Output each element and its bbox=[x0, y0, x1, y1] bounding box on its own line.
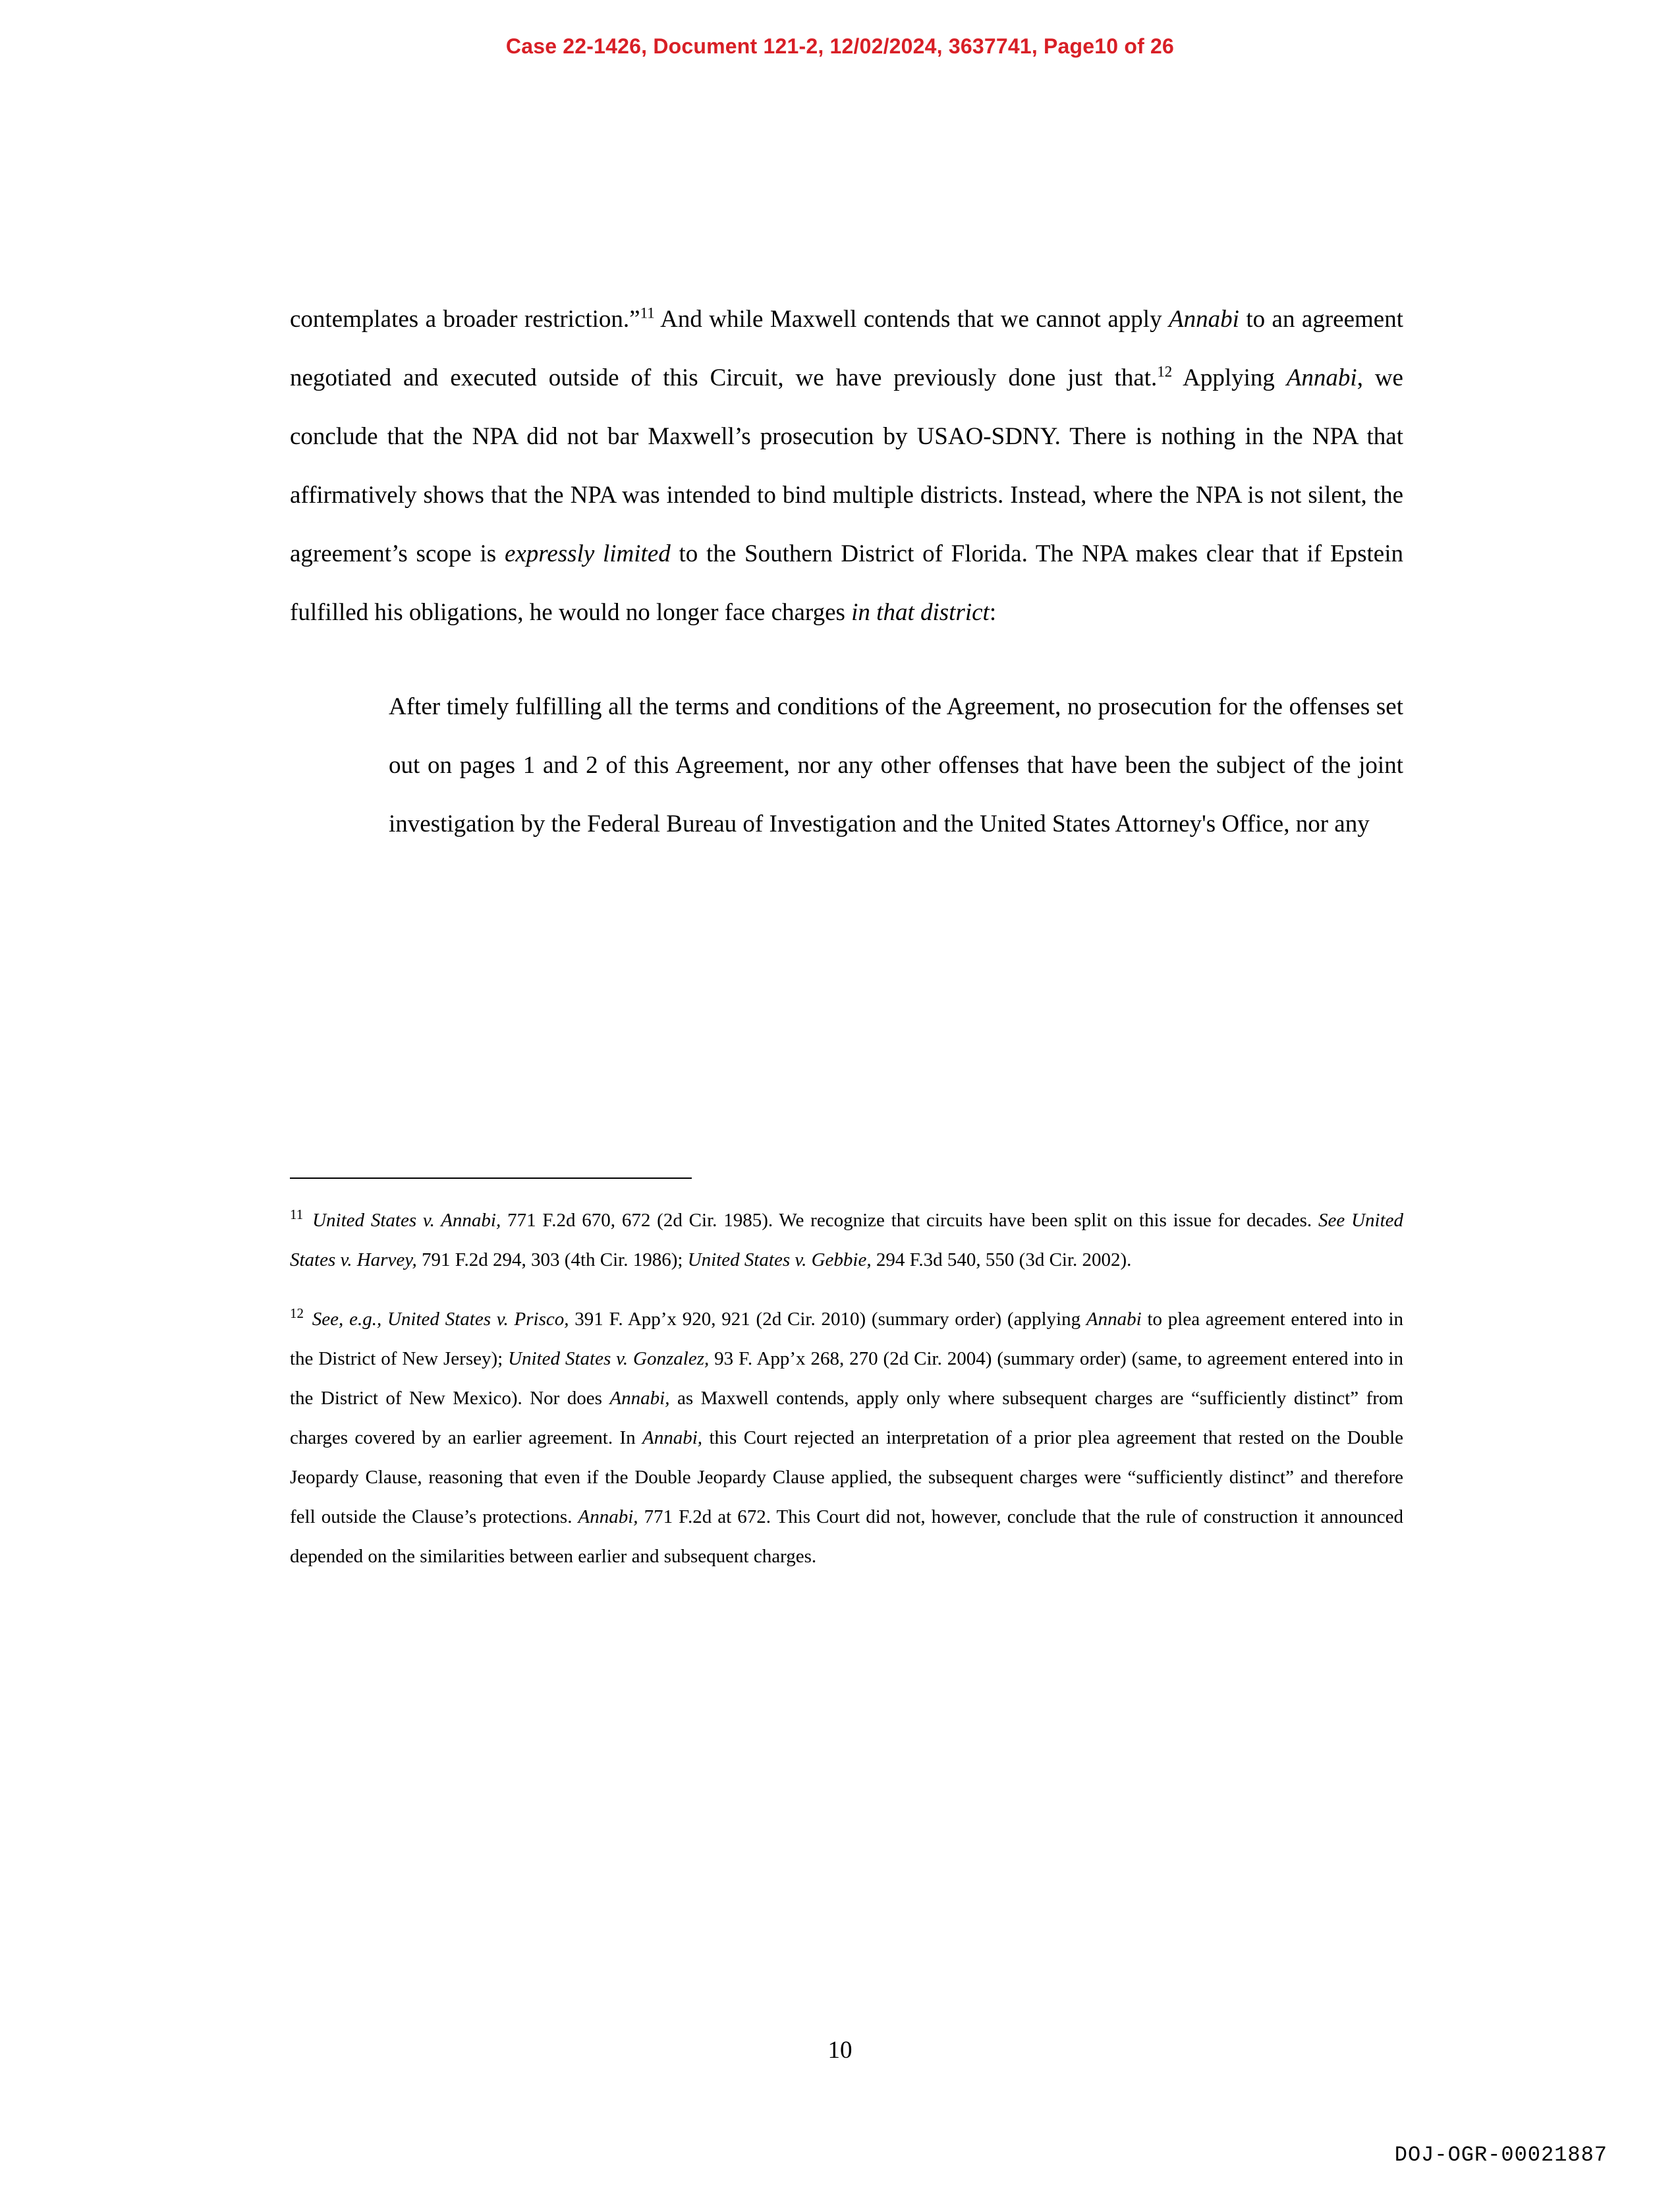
footnote-11-em-3: United States v. Gebbie, bbox=[687, 1249, 872, 1270]
footnote-12-mark: 12 bbox=[290, 1305, 304, 1322]
footnote-12-seg-5: as Maxwell contends, apply only where subsequent charges are “sufficiently distinct” from charges covered by an earlier agreement. In bbox=[290, 1388, 1403, 1448]
footnote-11-mark: 11 bbox=[290, 1206, 304, 1223]
par-seg-7: : bbox=[989, 599, 997, 626]
footnote-ref-11[interactable]: 11 bbox=[640, 304, 655, 322]
par-seg-2: And while Maxwell contends that we cannot apply bbox=[654, 306, 1169, 333]
footnote-12-seg-3: to plea agreement entered into in the District of New Jersey); bbox=[290, 1309, 1404, 1369]
par-seg-1: contemplates a broader restriction.” bbox=[290, 306, 640, 333]
par-em-1: Annabi bbox=[1169, 306, 1239, 333]
par-em-2: Annabi bbox=[1286, 364, 1357, 391]
par-seg-4: Applying bbox=[1172, 364, 1287, 391]
footnote-12-em-1: See, e.g., United States v. Prisco, bbox=[312, 1309, 569, 1330]
footnote-11-seg-2: 771 F.2d 670, 672 (2d Cir. 1985). We recognize that circuits have been split on this issue for decades. bbox=[501, 1210, 1319, 1231]
footnote-11-seg-3: 791 F.2d 294, 303 (4th Cir. 1986); bbox=[416, 1249, 688, 1270]
footnote-12-seg-6: this Court rejected an interpretation of a prior plea agreement that rested on the Double Jeopardy Clause, reasoning that even if the Double Jeopardy Clause applied, the subsequent charges were “sufficiently distinct” and therefore fell outside the Clause’s protections. bbox=[290, 1427, 1403, 1527]
par-em-3: expressly limited bbox=[504, 540, 671, 567]
footnote-12-seg-1 bbox=[306, 1309, 312, 1330]
footnote-12 bbox=[290, 1299, 1403, 1576]
par-seg-6: to the Southern District of Florida. The NPA makes clear that if Epstein fulfilled his obligations, he would no longer face charges bbox=[290, 540, 1403, 626]
main-text-column bbox=[290, 290, 1403, 853]
footnote-12-em-6: Annabi, bbox=[578, 1506, 638, 1527]
footnote-12-em-3: United States v. Gonzalez, bbox=[508, 1348, 710, 1369]
case-header-stamp: Case 22-1426, Document 121-2, 12/02/2024, 3637741, Page10 of 26 bbox=[505, 34, 1175, 58]
footnote-11-seg-1 bbox=[306, 1210, 312, 1231]
par-em-4: in that district bbox=[851, 599, 990, 626]
footnote-12-em-4: Annabi, bbox=[609, 1388, 670, 1409]
footnote-12-seg-7: 771 F.2d at 672. This Court did not, however, conclude that the rule of construction it announced depended on the similarities between earlier and subsequent charges. bbox=[290, 1506, 1403, 1567]
block-quotation: After timely fulfilling all the terms and conditions of the Agreement, no prosecution for the offenses set out on pages 1 and 2 of this Agreement, nor any other offenses that have been the subject of the joint investigation by the Federal Bureau of Investigation and the United States Attorney's Office, nor any bbox=[389, 693, 1403, 837]
par-seg-5: , we conclude that the NPA did not bar Maxwell’s prosecution by USAO-SDNY. There is nothing in the NPA that affirmatively shows that the NPA was intended to bind multiple districts. Instead, where the NPA is not silent, the agreement’s scope is bbox=[290, 364, 1403, 567]
par-seg-3: to an agreement negotiated and executed outside of this Circuit, we have previously done just that. bbox=[290, 306, 1403, 391]
footnote-12-seg-2: 391 F. App’x 920, 921 (2d Cir. 2010) (summary order) (applying bbox=[569, 1309, 1086, 1330]
body-paragraph bbox=[290, 290, 1403, 642]
footnote-11-em-2: See United States v. Harvey, bbox=[290, 1210, 1404, 1270]
footnote-ref-12[interactable]: 12 bbox=[1157, 363, 1173, 380]
footnotes-section bbox=[290, 1201, 1403, 1576]
footnote-11-em-1: United States v. Annabi, bbox=[312, 1210, 501, 1231]
page-number: 10 bbox=[827, 2037, 853, 2064]
footnote-12-em-5: Annabi, bbox=[642, 1427, 703, 1448]
bates-stamp: DOJ-OGR-00021887 bbox=[1394, 2143, 1608, 2167]
footnote-11 bbox=[290, 1201, 1403, 1280]
footnote-separator-rule bbox=[290, 1177, 692, 1179]
footnote-12-seg-4: 93 F. App’x 268, 270 (2d Cir. 2004) (summary order) (same, to agreement entered into in the District of New Mexico). Nor does bbox=[290, 1348, 1403, 1409]
footnote-12-em-2: Annabi bbox=[1086, 1309, 1142, 1330]
footnote-11-seg-4: 294 F.3d 540, 550 (3d Cir. 2002). bbox=[871, 1249, 1132, 1270]
